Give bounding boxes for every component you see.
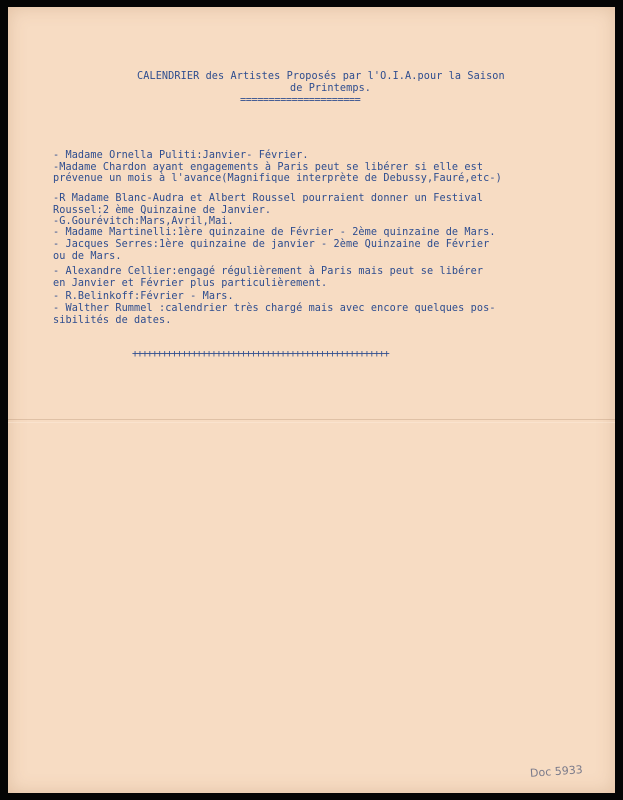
entry-line: -R Madame Blanc-Audra et Albert Roussel pourraient donner un Festival bbox=[53, 193, 484, 204]
entry-line: ou de Mars. bbox=[53, 251, 122, 262]
entry-line: - Madame Martinelli:1ère quinzaine de Février - 2ème quinzaine de Mars. bbox=[53, 227, 496, 238]
title-line-2: de Printemps. bbox=[290, 83, 372, 94]
separator-line: ++++++++++++++++++++++++++++++++++++++++++++++++++++ bbox=[132, 349, 389, 360]
entry-line: - R.Belinkoff:Février - Mars. bbox=[53, 291, 234, 302]
entry-line: - Walther Rummel :calendrier très chargé mais avec encore quelques pos- bbox=[53, 303, 496, 314]
entry-line: sibilités de dates. bbox=[53, 315, 172, 326]
entry-line: -Madame Chardon ayant engagements à Paris peut se libérer si elle est bbox=[53, 162, 484, 173]
entry-line: - Alexandre Cellier:engagé régulièrement à Paris mais peut se libérer bbox=[53, 266, 484, 277]
entry-line: en Janvier et Février plus particulièrement. bbox=[53, 278, 328, 289]
title-underline: ===================== bbox=[240, 95, 361, 106]
paper-fold bbox=[8, 419, 615, 420]
entry-line: -G.Gourévitch:Mars,Avril,Mai. bbox=[53, 216, 234, 227]
entry-line: Roussel:2 ème Quinzaine de Janvier. bbox=[53, 205, 272, 216]
archive-reference-stamp: Doc 5933 bbox=[529, 763, 584, 780]
entry-line: prévenue un mois à l'avance(Magnifique interprète de Debussy,Fauré,etc-) bbox=[53, 173, 502, 184]
document-page bbox=[8, 7, 615, 793]
paper-fold-highlight bbox=[8, 422, 615, 423]
title-line-1: CALENDRIER des Artistes Proposés par l'O.I.A.pour la Saison bbox=[137, 71, 505, 82]
entry-line: - Jacques Serres:1ère quinzaine de janvier - 2ème Quinzaine de Février bbox=[53, 239, 490, 250]
entry-line: - Madame Ornella Puliti:Janvier- Février. bbox=[53, 150, 309, 161]
